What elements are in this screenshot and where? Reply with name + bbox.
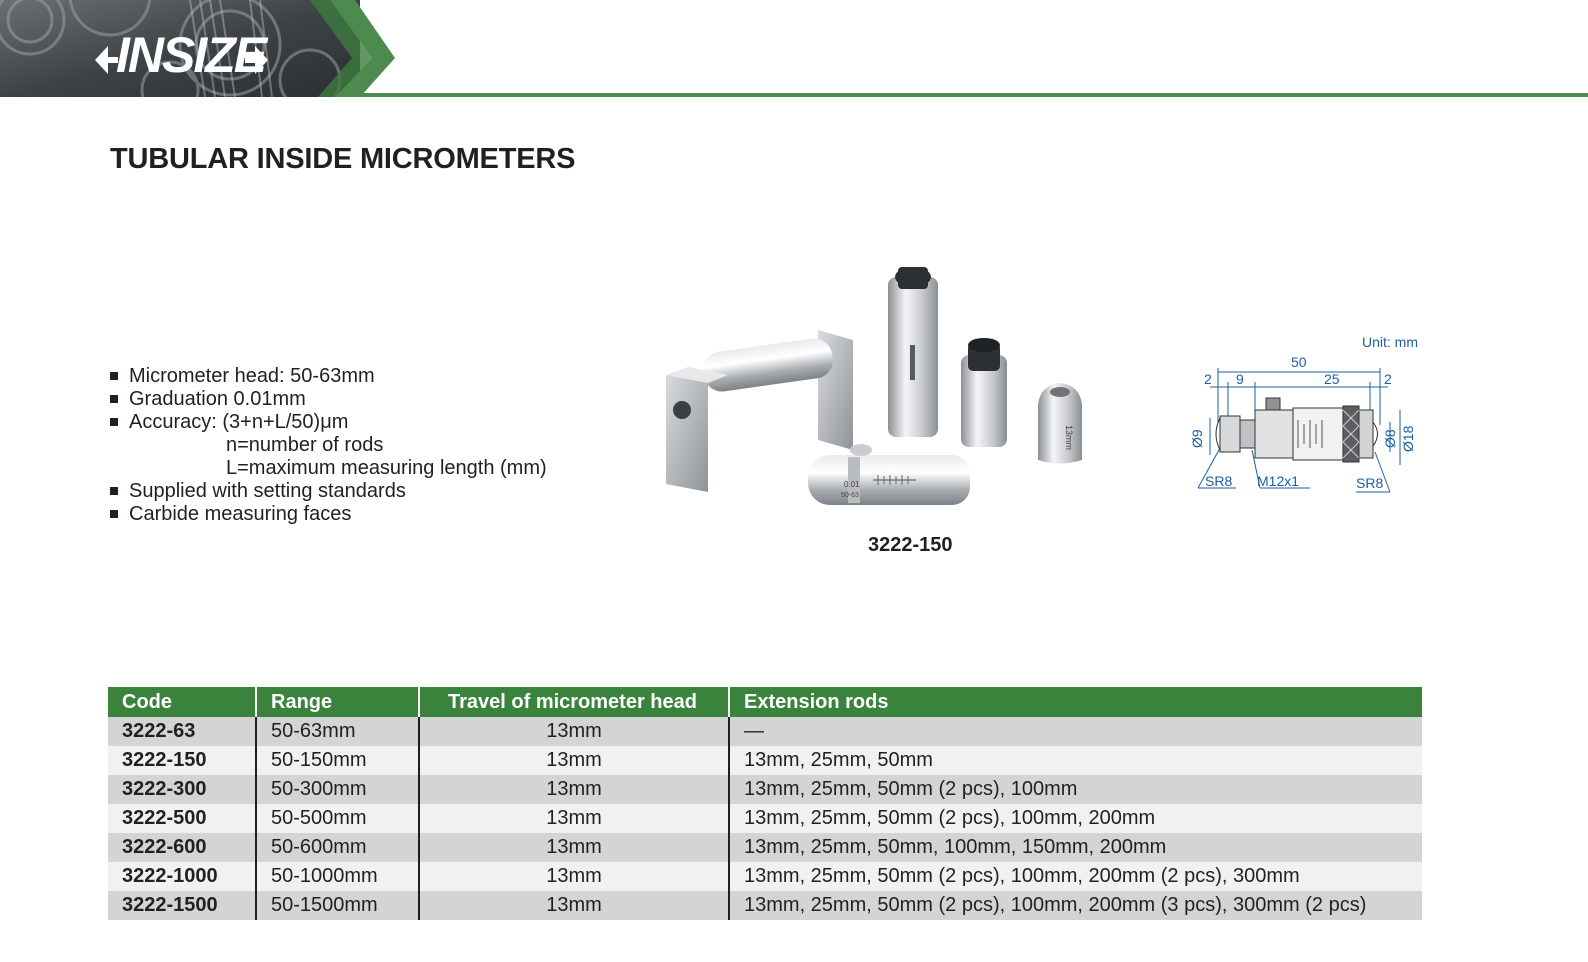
dim-dia-left: Ø9 bbox=[1189, 429, 1205, 448]
header-banner bbox=[0, 0, 1588, 100]
feature-list bbox=[110, 365, 630, 526]
cell-code: 3222-150 bbox=[108, 746, 256, 775]
cell-range: 50-1000mm bbox=[256, 862, 419, 891]
table-row bbox=[108, 833, 1422, 862]
feature-item: Supplied with setting standards bbox=[110, 480, 630, 503]
cell-range: 50-500mm bbox=[256, 804, 419, 833]
brand-logo: INSIZE bbox=[116, 27, 266, 83]
extension-rod-medium bbox=[961, 338, 1007, 447]
table-row bbox=[108, 804, 1422, 833]
dim-left-end: 2 bbox=[1204, 371, 1212, 387]
feature-subitem: n=number of rods bbox=[226, 434, 384, 456]
header-rods: Extension rods bbox=[729, 687, 1422, 717]
table-row bbox=[108, 862, 1422, 891]
extension-rod-large bbox=[888, 267, 938, 437]
photo-caption: 3222-150 bbox=[868, 534, 953, 556]
unit-label: Unit: mm bbox=[1362, 334, 1418, 350]
table-row bbox=[108, 717, 1422, 746]
dim-sr-right: SR8 bbox=[1356, 475, 1384, 491]
cell-rods: 13mm, 25mm, 50mm bbox=[729, 746, 1422, 775]
cell-rods: 13mm, 25mm, 50mm (2 pcs), 100mm, 200mm (2 pcs), 300mm bbox=[729, 862, 1422, 891]
cell-travel: 13mm bbox=[419, 804, 729, 833]
header-travel: Travel of micrometer head bbox=[419, 687, 729, 717]
header-code: Code bbox=[108, 687, 256, 717]
table-row bbox=[108, 775, 1422, 804]
dim-dia-right-large: Ø18 bbox=[1400, 425, 1416, 452]
cell-rods: — bbox=[729, 717, 1422, 746]
cell-rods: 13mm, 25mm, 50mm (2 pcs), 100mm, 200mm bbox=[729, 804, 1422, 833]
feature-subitem: L=maximum measuring length (mm) bbox=[226, 457, 547, 479]
header-range: Range bbox=[256, 687, 419, 717]
table-row bbox=[108, 746, 1422, 775]
cell-travel: 13mm bbox=[419, 717, 729, 746]
cell-range: 50-300mm bbox=[256, 775, 419, 804]
technical-drawing bbox=[1180, 330, 1430, 500]
dim-thread: M12x1 bbox=[1257, 473, 1300, 489]
spec-table bbox=[108, 687, 1422, 920]
cell-travel: 13mm bbox=[419, 746, 729, 775]
head-label-range: 50-63 bbox=[841, 492, 859, 499]
cell-range: 50-63mm bbox=[256, 717, 419, 746]
cell-code: 3222-600 bbox=[108, 833, 256, 862]
micrometer-head bbox=[808, 444, 970, 505]
feature-item: Accuracy: (3+n+L/50)μm bbox=[110, 411, 630, 434]
cell-code: 3222-1500 bbox=[108, 891, 256, 920]
dim-total: 50 bbox=[1291, 354, 1307, 370]
head-label-graduation: 0.01 bbox=[844, 480, 860, 489]
cell-code: 3222-500 bbox=[108, 804, 256, 833]
cell-travel: 13mm bbox=[419, 891, 729, 920]
cell-travel: 13mm bbox=[419, 862, 729, 891]
cell-range: 50-150mm bbox=[256, 746, 419, 775]
feature-item: Graduation 0.01mm bbox=[110, 388, 630, 411]
cell-code: 3222-300 bbox=[108, 775, 256, 804]
cell-rods: 13mm, 25mm, 50mm (2 pcs), 100mm bbox=[729, 775, 1422, 804]
cell-code: 3222-63 bbox=[108, 717, 256, 746]
feature-item: Carbide measuring faces bbox=[110, 503, 630, 526]
header-divider bbox=[360, 93, 1588, 97]
page-title: TUBULAR INSIDE MICROMETERS bbox=[110, 143, 576, 175]
dim-right-seg: 25 bbox=[1324, 371, 1340, 387]
table-row bbox=[108, 891, 1422, 920]
feature-item: Micrometer head: 50-63mm bbox=[110, 365, 630, 388]
cell-code: 3222-1000 bbox=[108, 862, 256, 891]
cell-rods: 13mm, 25mm, 50mm (2 pcs), 100mm, 200mm (3 pcs), 300mm (2 pcs) bbox=[729, 891, 1422, 920]
dim-left-seg: 9 bbox=[1236, 371, 1244, 387]
dim-right-end: 2 bbox=[1384, 371, 1392, 387]
cell-range: 50-600mm bbox=[256, 833, 419, 862]
table-header-row bbox=[108, 687, 1422, 717]
dim-sr-left: SR8 bbox=[1205, 473, 1233, 489]
cell-travel: 13mm bbox=[419, 775, 729, 804]
extension-rod-small bbox=[1038, 383, 1082, 464]
dim-dia-right-small: Ø8 bbox=[1382, 429, 1398, 448]
cell-rods: 13mm, 25mm, 50mm, 100mm, 150mm, 200mm bbox=[729, 833, 1422, 862]
rod-label: 13mm bbox=[1064, 425, 1074, 451]
product-photo bbox=[648, 255, 1098, 525]
cell-travel: 13mm bbox=[419, 833, 729, 862]
cell-range: 50-1500mm bbox=[256, 891, 419, 920]
